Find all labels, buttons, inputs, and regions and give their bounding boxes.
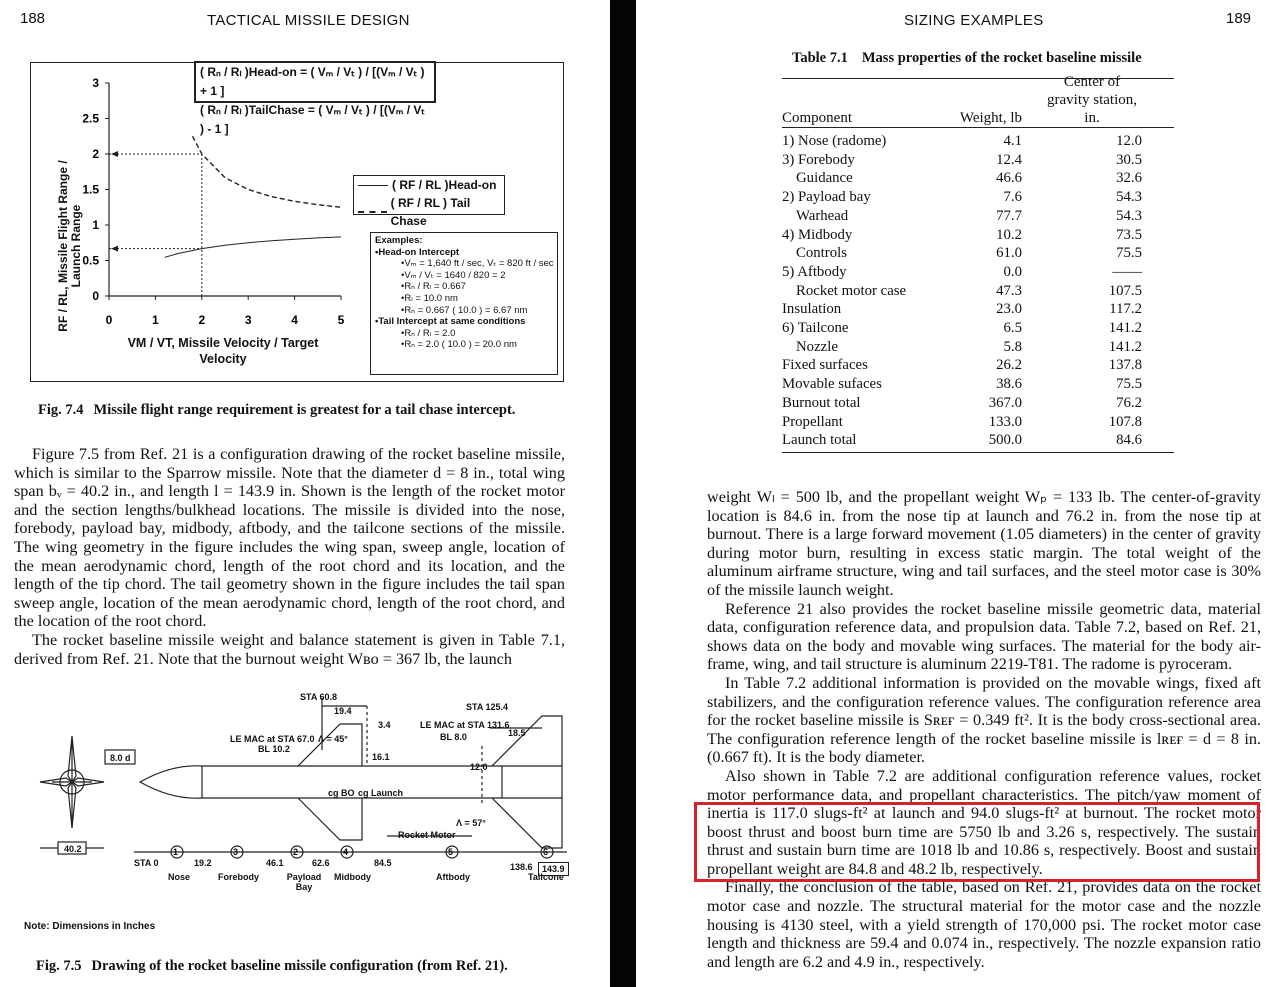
- table-row: [782, 263, 1174, 282]
- body-text: [14, 445, 565, 668]
- y-axis-label: RF / RL, Missile Flight Range / Launch Range: [56, 160, 83, 332]
- arrow-head: [111, 246, 118, 252]
- table-cell: 4) Midbody: [782, 226, 853, 243]
- table-row: [782, 356, 1174, 375]
- right-page: [636, 0, 1280, 987]
- y-tick-label: 2.5: [82, 111, 99, 126]
- dim-label: 143.9: [538, 862, 569, 876]
- paragraph: Also shown in Table 7.2 are additional configuration reference values, rocket motor performance data, and propellant characteristics. The pitch/yaw moment of inertia is 117.0 slugs-ft² at launch and 94.0 slugs-ft² at burnout. The rocket motor boost thrust and boost burn time are 5750 lb and 3.26 s, respectively. The sustain thrust and sustain burn time are 1018 lb and 10.86 s, respectively. Boost and sustain propellant weight are 84.8 and 48.2 lb, respectively.: [707, 766, 1261, 878]
- dim-label: cg BO: [328, 788, 355, 798]
- table-row: [782, 169, 1174, 188]
- table-row: [782, 244, 1174, 263]
- dim-label: 3.4: [378, 720, 391, 730]
- dim-label: BL 8.0: [440, 732, 467, 742]
- table-cell: 137.8: [1108, 357, 1142, 374]
- table-cell: 2) Payload bay: [782, 189, 871, 206]
- table-cell: 6) Tailcone: [782, 320, 849, 337]
- table-cell: 1) Nose (radome): [782, 133, 887, 149]
- table-cell: Movable sufaces: [782, 376, 882, 393]
- dim-label: STA 0: [134, 858, 159, 868]
- table-body: [782, 128, 1174, 450]
- formula-box: [194, 61, 436, 136]
- y-tick-label: 3: [92, 76, 99, 90]
- section-label: Midbody: [334, 872, 371, 882]
- table-cell: 12.0: [1116, 133, 1142, 149]
- table-cell: 4.1: [1003, 133, 1022, 149]
- table-row: [782, 300, 1174, 319]
- example-line: •Vₘ / Vₜ = 1640 / 820 = 2: [401, 269, 506, 281]
- caption-number: Fig. 7.4: [38, 402, 84, 418]
- section-number: 6: [543, 847, 549, 857]
- dim-label: 19.4: [334, 706, 352, 716]
- table-cell: 30.5: [1116, 151, 1142, 168]
- y-tick-label: 1: [92, 218, 99, 232]
- table-cell: 75.5: [1116, 245, 1142, 262]
- table-row: [782, 338, 1174, 357]
- table-cell: 141.2: [1108, 320, 1142, 337]
- table-cell: Burnout total: [782, 394, 861, 411]
- table-cell: 38.6: [996, 376, 1022, 393]
- dim-label: 16.1: [372, 752, 390, 762]
- table-cell: 500.0: [988, 432, 1022, 449]
- section-number: 4: [343, 847, 349, 857]
- y-tick-label: 0.5: [82, 253, 99, 268]
- book-gutter: [610, 0, 636, 987]
- dim-label: 8.0 d: [110, 753, 131, 763]
- example-line: •Head-on Intercept: [375, 246, 460, 258]
- dim-label: 40.2: [64, 844, 82, 854]
- table-cell: 76.2: [1116, 394, 1142, 411]
- table-cell: 77.7: [996, 207, 1022, 224]
- highlight-box: [694, 802, 1260, 882]
- table-cell: Propellant: [782, 413, 843, 430]
- x-tick-label: 1: [152, 313, 159, 327]
- series-line-head-on: [165, 237, 341, 257]
- example-line: •Rₙ = 0.667 ( 10.0 ) = 6.67 nm: [401, 304, 528, 316]
- section-number: 2: [293, 847, 299, 857]
- x-axis-label: VM / VT, Missile Velocity / Target Velocity: [127, 336, 319, 366]
- table-cell: 26.2: [996, 357, 1022, 374]
- table-cell: Insulation: [782, 301, 842, 318]
- table-row: [782, 151, 1174, 170]
- example-line: •Tail Intercept at same conditions: [375, 316, 526, 328]
- table-cell: 141.2: [1108, 338, 1142, 355]
- dim-label: LE MAC at STA 131.6: [420, 720, 510, 730]
- figure-caption: [36, 958, 508, 975]
- table-row: [782, 282, 1174, 301]
- table-cell: 32.6: [1116, 170, 1142, 187]
- dim-label: 19.2: [194, 858, 212, 868]
- table-row: [782, 375, 1174, 394]
- table-cell: 46.6: [996, 170, 1022, 187]
- dim-label: LE MAC at STA 67.0: [230, 734, 315, 744]
- examples-box: [370, 232, 558, 375]
- chart-legend: [353, 175, 505, 228]
- section-number: 3: [233, 847, 239, 857]
- left-page: [0, 0, 610, 987]
- table-cell: 75.5: [1116, 376, 1142, 393]
- table-cell: 367.0: [988, 394, 1022, 411]
- caption-number: Fig. 7.5: [36, 958, 82, 974]
- y-tick-label: 2: [92, 147, 99, 161]
- figure-7-5: [22, 686, 592, 936]
- table-cell: 107.5: [1108, 282, 1142, 299]
- caption-text: Drawing of the rocket baseline missile configuration (from Ref. 21).: [91, 958, 508, 974]
- example-line: •Rₙ / Rₗ = 0.667: [401, 281, 466, 293]
- figure-7-4: [30, 62, 564, 382]
- figure-caption: [38, 402, 515, 419]
- dim-label: 138.6: [510, 862, 533, 872]
- table-cell: 10.2: [996, 226, 1022, 243]
- x-tick-label: 2: [198, 313, 206, 327]
- running-head: SIZING EXAMPLES: [904, 12, 1044, 29]
- table-cell: Warhead: [796, 207, 849, 224]
- dim-label: 62.6: [312, 858, 330, 868]
- table-cell: Fixed surfaces: [782, 357, 868, 374]
- dim-label: 84.5: [374, 858, 392, 868]
- dim-label: Λ = 57°: [456, 818, 486, 828]
- dim-label: 18.5: [508, 728, 526, 738]
- section-number: 5: [448, 847, 454, 857]
- table-caption: [792, 50, 1142, 67]
- table-cell: Nozzle: [796, 338, 838, 355]
- section-number: 1: [173, 847, 179, 857]
- section-label: Tailcone: [528, 872, 564, 882]
- examples-title: Examples:: [375, 235, 423, 246]
- arrow-head: [111, 151, 118, 157]
- page-number: 189: [1226, 10, 1252, 27]
- table-cell: Controls: [796, 245, 847, 262]
- dim-label: 12.0: [470, 762, 488, 772]
- table-cell: 6.5: [1003, 320, 1022, 337]
- table-row: [782, 207, 1174, 226]
- x-tick-label: 3: [244, 313, 252, 327]
- dim-label: STA 125.4: [466, 702, 509, 712]
- table-cell: 107.8: [1108, 413, 1142, 430]
- table-cell: 73.5: [1116, 226, 1142, 243]
- x-tick-label: 5: [337, 313, 345, 327]
- table-cell: 3) Forebody: [782, 151, 855, 168]
- section-label: Payload Bay: [286, 872, 322, 892]
- body-text: [707, 488, 1261, 971]
- paragraph: weight Wₗ = 500 lb, and the propellant weight Wₚ = 133 lb. The center-of-gravity location is 84.6 in. from the nose tip at launch and 76.2 in. from the nose tip at burnout. There is a large forward movement (1.05 diameters) in the center of gravity during motor burn, resulting in excess static margin. The total weight of the aluminum airframe structure, wing and tail surfaces, and the steel motor case is 30% of the missile launch weight.: [707, 488, 1261, 599]
- table-cell: ——: [1112, 263, 1142, 280]
- paragraph: Figure 7.5 from Ref. 21 is a configuration drawing of the rocket baseline missile, which is similar to the Sparrow missile. Note that the diameter d = 8 in., total wing span bᵥ = 40.2 in., and length l = 143.9 in. Shown is the length of the rocket motor and the section lengths/bulkhead locations. The missile is divided into the nose, forebody, payload bay, midbody, aftbody, and the tailcone sections of the missile. The wing geometry in the figure includes the wing span, sweep angle, location of the mean aerodynamic chord, length of the root chord and its location, and the length of the tip chord. The tail geometry shown in the figure includes the tail span sweep angle, location of the mean aerodynamic chord, length of the root chord, and the location of the root chord.: [14, 445, 565, 631]
- legend-item: ( RF / RL ) Tail Chase: [354, 194, 504, 230]
- section-label: Aftbody: [436, 872, 470, 882]
- table-row: [782, 413, 1174, 432]
- table-header: [782, 74, 1174, 128]
- dim-label: Λ = 45°: [318, 734, 348, 744]
- example-line: •Rₙ = 2.0 ( 10.0 ) = 20.0 nm: [401, 339, 517, 351]
- table-cell: 47.3: [996, 282, 1022, 299]
- table-cell: 7.6: [1003, 189, 1022, 206]
- table-row: [782, 319, 1174, 338]
- table-cell: 54.3: [1116, 189, 1142, 206]
- paragraph: In Table 7.2 additional information is provided on the movable wings, fixed aft stabilizers, and the configuration reference values. The configuration reference area for the rocket baseline missile is Sʀᴇғ = 0.349 ft². It is the body cross-sectional area. The configuration reference length of the rocket baseline missile is lʀᴇғ = d = 8 in. (0.667 ft). It is the body diameter.: [707, 673, 1261, 767]
- table-cell: 12.4: [996, 151, 1022, 168]
- table-cell: 54.3: [1116, 207, 1142, 224]
- table-cell: Launch total: [782, 432, 857, 449]
- y-tick-label: 1.5: [82, 182, 99, 197]
- column-header: Component: [782, 110, 852, 126]
- table-row: [782, 132, 1174, 151]
- dim-label: STA 60.8: [300, 692, 338, 702]
- running-head: TACTICAL MISSILE DESIGN: [207, 12, 410, 29]
- section-label: Forebody: [218, 872, 260, 882]
- legend-item: ( RF / RL )Head-on: [354, 176, 504, 194]
- page-number: 188: [20, 10, 46, 27]
- example-line: •Rₙ / Rₗ = 2.0: [401, 327, 456, 339]
- paragraph: The rocket baseline missile weight and balance statement is given in Table 7.1, derived from Ref. 21. Note that the burnout weight Wʙᴏ = 367 lb, the launch: [14, 630, 565, 668]
- caption-text: Missile flight range requirement is greatest for a tail chase intercept.: [93, 402, 516, 418]
- table-row: [782, 188, 1174, 207]
- paragraph: Finally, the conclusion of the table, based on Ref. 21, provides data on the rocket motor case and nozzle. The structural material for the motor case and the nozzle housing is 4130 steel, with a yield strength of 170,000 psi. The rocket motor case length and thickness are 59.4 and 0.074 in., respectively. The nozzle expansion ratio and length are 6.2 and 4.9 in., respectively.: [707, 878, 1261, 971]
- table-cell: 5) Aftbody: [782, 263, 847, 280]
- table-cell: 0.0: [1003, 263, 1022, 280]
- formula-head-on: ( Rₙ / Rₗ )Head-on = ( Vₘ / Vₜ ) / [(Vₘ / Vₜ ) + 1 ]: [200, 65, 425, 98]
- dim-label: cg Launch: [358, 788, 404, 798]
- table-cell: Guidance: [796, 170, 853, 187]
- mass-properties-table: [782, 74, 1174, 453]
- formula-tail-chase: ( Rₙ / Rₗ )TailChase = ( Vₘ / Vₜ ) / [(Vₘ / Vₜ ) - 1 ]: [200, 103, 425, 136]
- table-cell: 23.0: [996, 301, 1022, 318]
- table-cell: 133.0: [988, 413, 1022, 430]
- dim-label: BL 10.2: [258, 744, 290, 754]
- dim-label: 46.1: [266, 858, 284, 868]
- table-cell: Rocket motor case: [796, 282, 907, 299]
- y-tick-label: 0: [92, 289, 99, 303]
- example-line: •Vₘ = 1,640 ft / sec, Vₜ = 820 ft / sec: [401, 258, 554, 270]
- example-line: •Rₗ = 10.0 nm: [401, 292, 458, 304]
- x-tick-label: 0: [105, 313, 113, 327]
- table-cell: 5.8: [1003, 338, 1022, 355]
- column-header: Weight, lb: [959, 110, 1022, 126]
- dimension-note: Note: Dimensions in Inches: [24, 921, 156, 932]
- table-row: [782, 431, 1174, 450]
- table-cell: 84.6: [1116, 432, 1142, 449]
- series-line-tail-chase: [193, 136, 341, 207]
- table-cell: 61.0: [996, 245, 1022, 262]
- column-header: Center of gravity station, in.: [1047, 74, 1137, 126]
- x-tick-label: 4: [291, 313, 298, 327]
- paragraph: Reference 21 also provides the rocket baseline missile geometric data, material data, configuration reference data, and propulsion data. Table 7.2, based on Ref. 21, shows data on the body and movable wing surfaces. The material for the body air-frame, wing, and tail structure is aluminum 2219-T81. The radome is pyroceram.: [707, 599, 1261, 674]
- table-row: [782, 226, 1174, 245]
- dim-label: Rocket Motor: [398, 830, 456, 840]
- table-number: Table 7.1: [792, 50, 848, 66]
- table-cell: 117.2: [1109, 301, 1142, 318]
- section-label: Nose: [168, 872, 191, 882]
- table-title: Mass properties of the rocket baseline missile: [861, 50, 1142, 66]
- table-row: [782, 394, 1174, 413]
